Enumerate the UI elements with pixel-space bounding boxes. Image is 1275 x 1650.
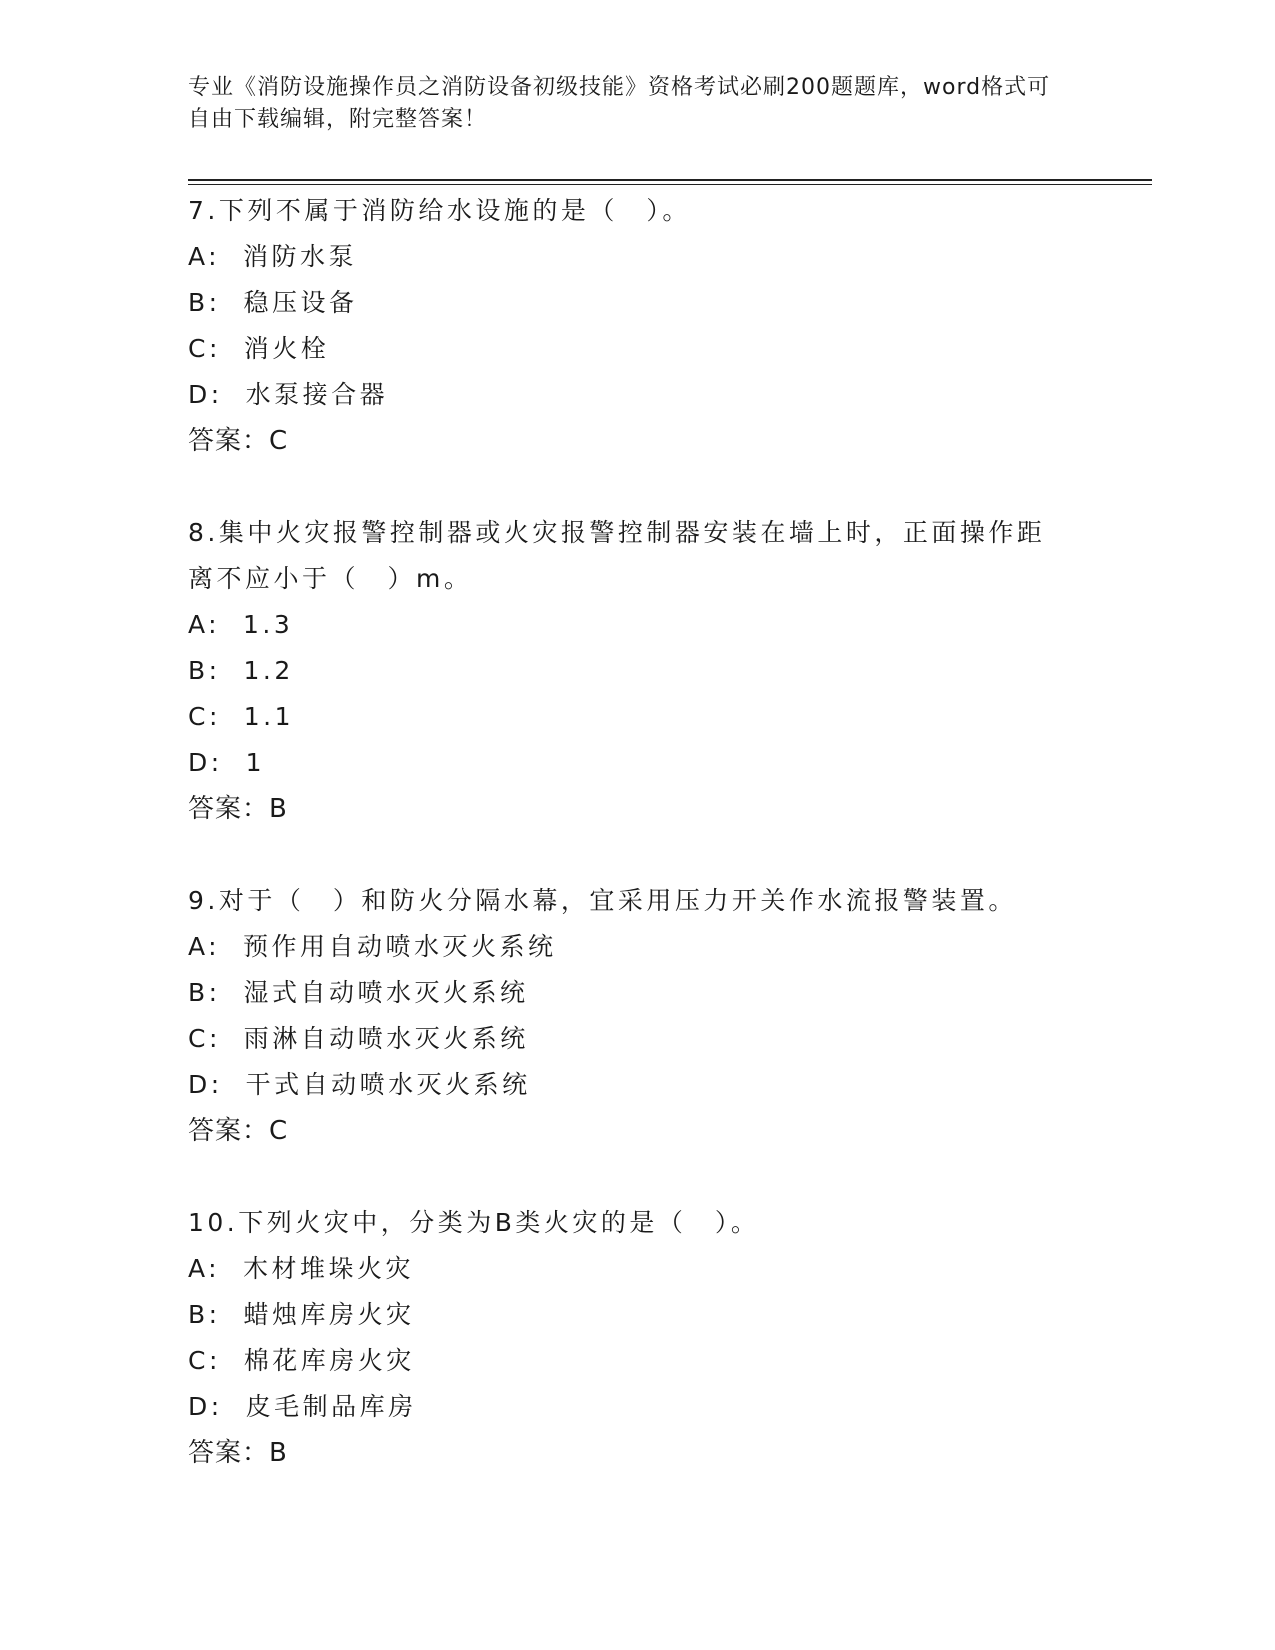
option-b: B: 湿式自动喷水灭火系统	[188, 978, 529, 1007]
option-d: D: 皮毛制品库房	[188, 1392, 417, 1421]
spacer	[188, 464, 1088, 510]
option-b: B: 蜡烛库房火灾	[188, 1300, 415, 1329]
option-c: C: 1.1	[188, 702, 295, 731]
header-divider-thick	[188, 179, 1152, 181]
question-stem: 10.下列火灾中，分类为B类火灾的是（ ）。	[188, 1208, 760, 1237]
answer-line: 答案：B	[188, 794, 288, 824]
spacer	[188, 1154, 1088, 1200]
question-stem: 8.集中火灾报警控制器或火灾报警控制器安装在墙上时，正面操作距离不应小于（ ）m。	[188, 518, 1046, 593]
header-divider-thin	[188, 184, 1152, 185]
option-a: A: 消防水泵	[188, 242, 357, 271]
option-a: A: 1.3	[188, 610, 294, 639]
question-stem: 7.下列不属于消防给水设施的是（ ）。	[188, 196, 691, 225]
option-c: C: 雨淋自动喷水灭火系统	[188, 1024, 529, 1053]
option-b: B: 稳压设备	[188, 288, 358, 317]
answer-line: 答案：B	[188, 1438, 288, 1468]
option-a: A: 木材堆垛火灾	[188, 1254, 414, 1283]
question-stem: 9.对于（ ）和防火分隔水幕，宜采用压力开关作水流报警装置。	[188, 886, 1017, 915]
document-header	[188, 72, 1068, 136]
option-d: D: 干式自动喷水灭火系统	[188, 1070, 531, 1099]
option-a: A: 预作用自动喷水灭火系统	[188, 932, 557, 961]
answer-line: 答案：C	[188, 1116, 289, 1146]
option-c: C: 消火栓	[188, 334, 330, 363]
option-c: C: 棉花库房火灾	[188, 1346, 415, 1375]
question-8	[188, 510, 1088, 832]
spacer	[188, 832, 1088, 878]
option-b: B: 1.2	[188, 656, 294, 685]
question-list	[188, 188, 1088, 1476]
question-10	[188, 1200, 1088, 1476]
question-9	[188, 878, 1088, 1154]
question-7	[188, 188, 1088, 464]
option-d: D: 水泵接合器	[188, 380, 389, 409]
answer-line: 答案：C	[188, 426, 289, 456]
header-text: 专业《消防设施操作员之消防设备初级技能》资格考试必刷200题题库，word格式可自由下载编辑，附完整答案！	[188, 75, 1051, 132]
option-d: D: 1	[188, 748, 265, 777]
